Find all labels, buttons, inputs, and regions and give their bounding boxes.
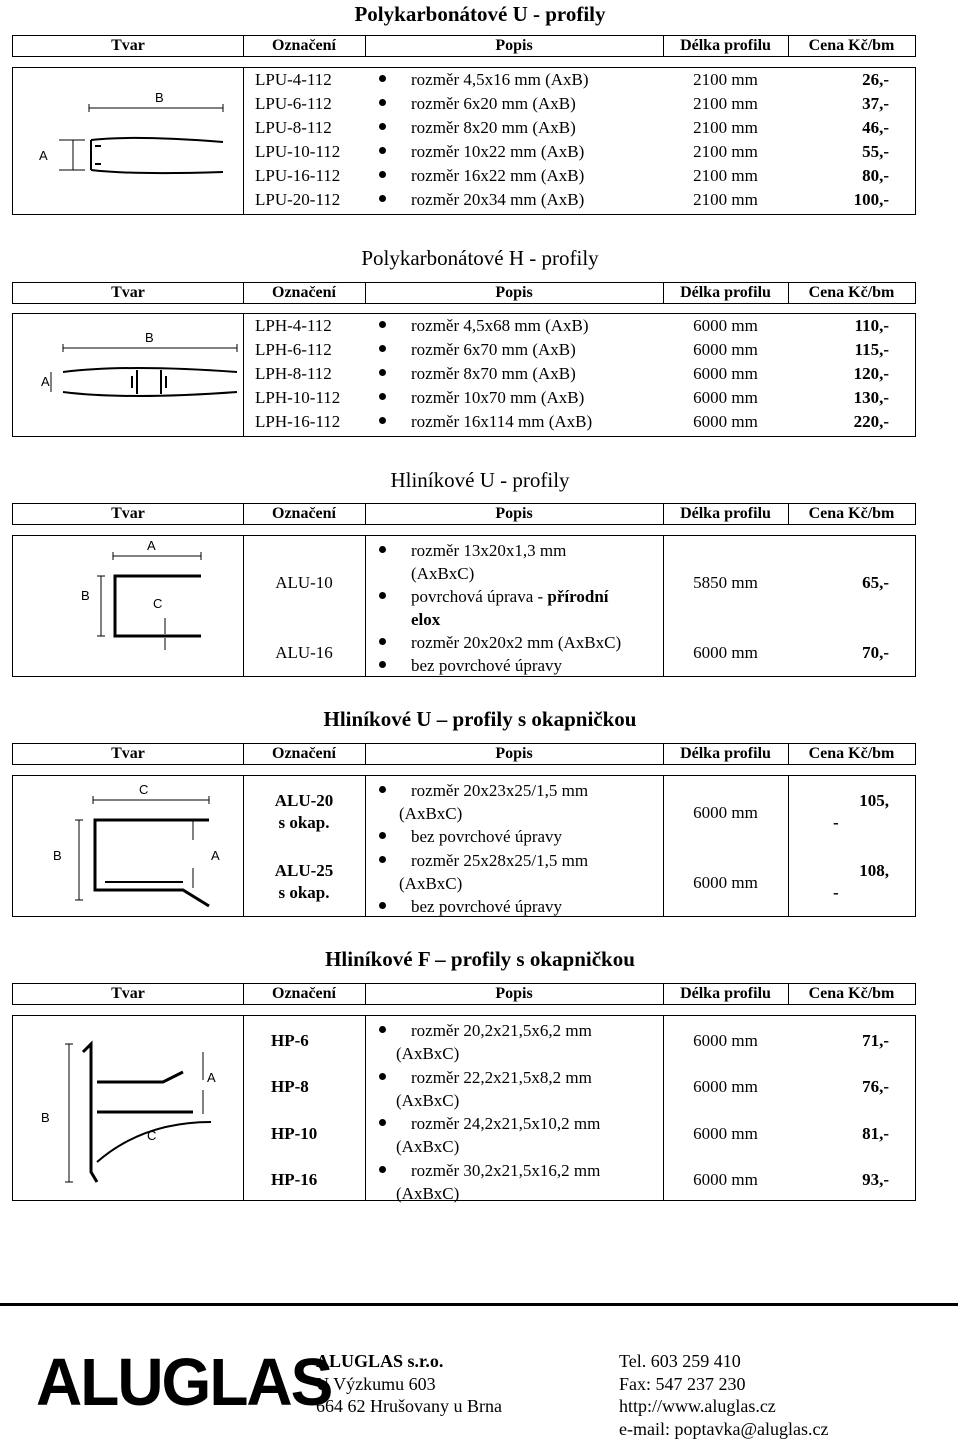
col-cena: Cena Kč/bm (808, 37, 895, 54)
col-tvar: Tvar (111, 37, 145, 54)
price: 108, (859, 861, 889, 880)
fax: Fax: 547 237 230 (619, 1374, 746, 1394)
address-city: 664 62 Hrušovany u Brna (316, 1396, 502, 1416)
desc: rozměr 20x20x2 mm (AxBxC) (411, 633, 622, 652)
section-title-hp: Hliníkové F – profily s okapničkou (325, 947, 635, 971)
product-code: HP-6 (271, 1031, 309, 1050)
table-header (12, 35, 916, 57)
desc: (AxBxC) (396, 1091, 460, 1110)
label-c: C (153, 596, 163, 611)
label-b: B (155, 90, 164, 105)
desc: rozměr 13x20x1,3 mm (411, 541, 567, 560)
table-lpu (12, 67, 916, 215)
desc: (AxBxC) (396, 1137, 460, 1156)
label-b: B (145, 330, 154, 345)
price: 65,- (862, 573, 889, 592)
col-popis: Popis (495, 37, 533, 54)
length: 6000 mm (693, 803, 758, 822)
product-code: ALU-16 (275, 643, 333, 662)
table-alu-okap (12, 775, 916, 917)
col-oznaceni: Označení (272, 37, 336, 54)
desc: (AxBxC) (396, 1184, 460, 1203)
table-row: LPU-4-112 rozměr 4,5x16 mm (AxB) 2100 mm 26,- (255, 70, 889, 89)
price: 81,- (862, 1124, 889, 1143)
label-c: C (139, 782, 149, 797)
label-c: C (147, 1128, 157, 1143)
desc: rozměr 24,2x21,5x10,2 mm (411, 1114, 601, 1133)
email-link[interactable]: e-mail: poptavka@aluglas.cz (619, 1419, 829, 1439)
product-code: HP-8 (271, 1077, 309, 1096)
table-row: LPU-20-112 rozměr 20x34 mm (AxB) 2100 mm 100,- (255, 190, 889, 209)
table-header: Tvar Označení Popis Délka profilu Cena Kč/bm (12, 743, 916, 765)
table-row: LPU-8-112 rozměr 8x20 mm (AxB) 2100 mm 46,- (255, 118, 889, 137)
table-row: LPH-10-112 rozměr 10x70 mm (AxB) 6000 mm 130,- (255, 388, 889, 407)
price: 76,- (862, 1077, 889, 1096)
label-a: A (39, 148, 48, 163)
section-title-lph: Polykarbonátové H - profily (361, 246, 599, 270)
table-row: LPH-8-112 rozměr 8x70 mm (AxB) 6000 mm 120,- (255, 364, 889, 383)
alu-u-profile-drawing (73, 538, 223, 674)
table-hp (12, 1015, 916, 1201)
price: - (833, 813, 839, 832)
length: 6000 mm (693, 643, 758, 662)
label-a: A (207, 1070, 216, 1085)
product-code: ALU-25 (274, 861, 334, 880)
length: 5850 mm (693, 573, 758, 592)
desc: elox (411, 610, 441, 629)
product-code: ALU-20 (274, 791, 334, 810)
desc: bez povrchové úpravy (411, 897, 563, 916)
desc: (AxBxC) (399, 804, 463, 823)
desc: (AxBxC) (411, 564, 475, 583)
table-alu (12, 535, 916, 677)
product-code: HP-16 (271, 1170, 318, 1189)
table-header: Tvar Označení Popis Délka profilu Cena Kč/bm (12, 983, 916, 1005)
section-title-lpu: Polykarbonátové U - profily (354, 2, 606, 26)
product-code: s okap. (278, 813, 330, 832)
desc: povrchová úprava - přírodní (411, 587, 609, 606)
product-code: ALU-10 (275, 573, 333, 592)
price: 70,- (862, 643, 889, 662)
length: 6000 mm (693, 1031, 758, 1050)
company-name: ALUGLAS s.r.o. (316, 1351, 444, 1371)
price: 105, (859, 791, 889, 810)
label-a: A (211, 848, 220, 863)
hp-f-profile-drawing (33, 1022, 239, 1198)
aluglas-logo: ALUGLAS (36, 1344, 332, 1420)
price: 71,- (862, 1031, 889, 1050)
table-lph (12, 313, 916, 437)
label-b: B (81, 588, 90, 603)
desc: bez povrchové úpravy (411, 656, 563, 675)
alu-u-okap-drawing (33, 780, 239, 914)
address-street: U Výzkumu 603 (316, 1374, 436, 1394)
desc: (AxBxC) (399, 874, 463, 893)
desc: rozměr 30,2x21,5x16,2 mm (411, 1161, 601, 1180)
section-title-alu: Hliníkové U - profily (390, 468, 570, 492)
table-header: Tvar Označení Popis Délka profilu Cena Kč/bm (12, 282, 916, 304)
table-row: LPH-4-112 rozměr 4,5x68 mm (AxB) 6000 mm 110,- (255, 316, 889, 335)
length: 6000 mm (693, 1124, 758, 1143)
label-b: B (53, 848, 62, 863)
length: 6000 mm (693, 1077, 758, 1096)
table-row: LPU-6-112 rozměr 6x20 mm (AxB) 2100 mm 37,- (255, 94, 889, 113)
col-delka: Délka profilu (680, 37, 771, 54)
section-title-alu-okap: Hliníkové U – profily s okapničkou (323, 707, 637, 731)
length: 6000 mm (693, 1170, 758, 1189)
table-row: LPU-10-112 rozměr 10x22 mm (AxB) 2100 mm 55,- (255, 142, 889, 161)
desc: (AxBxC) (396, 1044, 460, 1063)
table-row: LPH-16-112 rozměr 16x114 mm (AxB) 6000 mm 220,- (255, 412, 889, 431)
price: - (833, 883, 839, 902)
table-header: Tvar Označení Popis Délka profilu Cena Kč/bm (12, 503, 916, 525)
price: 93,- (862, 1170, 889, 1189)
label-a: A (147, 538, 156, 553)
desc: rozměr 20x23x25/1,5 mm (411, 781, 589, 800)
desc: rozměr 22,2x21,5x8,2 mm (411, 1068, 592, 1087)
product-code: s okap. (278, 883, 330, 902)
product-code: HP-10 (271, 1124, 318, 1143)
label-a: A (41, 374, 50, 389)
footer-divider (0, 1303, 958, 1306)
website-link[interactable]: http://www.aluglas.cz (619, 1396, 776, 1416)
label-b: B (41, 1110, 50, 1125)
phone: Tel. 603 259 410 (619, 1351, 741, 1371)
length: 6000 mm (693, 873, 758, 892)
desc: bez povrchové úpravy (411, 827, 563, 846)
table-row: LPH-6-112 rozměr 6x70 mm (AxB) 6000 mm 115,- (255, 340, 889, 359)
desc: rozměr 25x28x25/1,5 mm (411, 851, 589, 870)
table-row: LPU-16-112 rozměr 16x22 mm (AxB) 2100 mm 80,- (255, 166, 889, 185)
desc: rozměr 20,2x21,5x6,2 mm (411, 1021, 592, 1040)
